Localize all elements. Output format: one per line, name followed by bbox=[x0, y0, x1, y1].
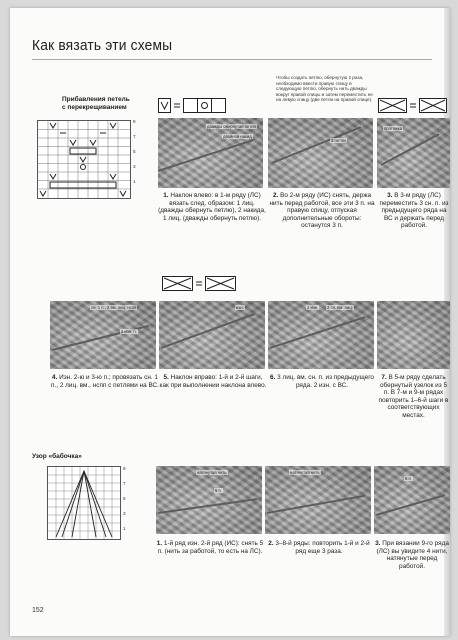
section1-heading-line2: с перекрещиванием bbox=[62, 104, 127, 111]
photo-label: 3 сн. вм. лиц. bbox=[327, 305, 353, 310]
photo-label: 2 изн. п. bbox=[121, 329, 137, 334]
photo-label: изн. bbox=[236, 305, 244, 310]
photo-label: 5 п. bbox=[215, 488, 222, 493]
step4-photo bbox=[50, 301, 156, 369]
step7-caption: 7. В 5-м ряду сделать обернутый узелок из 5 п. В 7-м и 9-м рядах повторить 1–6-й шаги в соответствующих местах. bbox=[378, 374, 449, 419]
section1-heading-line1: Прибавления петель bbox=[62, 96, 130, 103]
increase-chart bbox=[37, 120, 131, 199]
step6-photo bbox=[268, 301, 374, 369]
step2-caption: 2. Во 2-м ряду (ИС) снять, держа нить перед работой, все эти 3 п. на правую спицу, отпуская дополнительные обороты: останутся 3 п. bbox=[269, 192, 375, 230]
step3-caption: 3. В 3-м ряду (ЛС) переместить 3 сн. п. из предыдущего ряда на ВС и держать перед работой. bbox=[379, 192, 449, 230]
page-title: Как вязать эти схемы bbox=[32, 37, 173, 54]
step1-photo bbox=[158, 118, 263, 188]
step4-caption: 4. Изн. 2-ю и 3-ю п.; провязать сн. 1 п., 2 лиц. вм., нспп с петлями на ВС. bbox=[51, 374, 159, 389]
title-rule bbox=[32, 59, 432, 60]
chart1-row-numbers bbox=[133, 119, 143, 194]
chart2-row-numbers bbox=[123, 466, 133, 541]
step1-caption: 1. Наклон влево: в 1-м ряду (ЛС) вязать след. образом: 1 лиц. (дважды обернуть петлю), 2 накида, 1 лиц. (дважды обернуть петлю). bbox=[158, 192, 266, 222]
photo-label: натянутая нить bbox=[290, 470, 320, 475]
photo-label: дважды обернутая петля bbox=[207, 124, 256, 129]
photo-label: 2 изн. bbox=[307, 305, 319, 310]
page-number: 152 bbox=[32, 607, 44, 614]
step7-photo bbox=[377, 301, 450, 369]
row-number: 9 bbox=[133, 119, 136, 124]
photo-label: натянутая нить bbox=[197, 470, 227, 475]
step5-caption: 5. Наклон вправо: 1-й и 2-й шаги, как при выполнении наклона влево. bbox=[159, 374, 267, 389]
photo-label: сн. 1 п., 2 вм. лиц, нспп bbox=[91, 305, 137, 310]
section3-heading: Узор «бабочка» bbox=[32, 453, 82, 460]
butterfly-step1-caption: 1. 1-й ряд изн. 2-й ряд (ИС): снять 5 п. (нить за работой, то есть на ЛС). bbox=[156, 540, 264, 555]
row-number: 7 bbox=[123, 481, 126, 486]
butterfly-step3-photo bbox=[374, 466, 450, 534]
butterfly-step2-photo bbox=[265, 466, 371, 534]
row-number: 3 bbox=[133, 164, 136, 169]
row-number: 1 bbox=[123, 526, 126, 531]
photo-label: двойной накид bbox=[223, 134, 252, 139]
row-number: 7 bbox=[133, 134, 136, 139]
row-number: 9 bbox=[123, 466, 126, 471]
butterfly-step3-caption: 3. При вязании 9-го ряда (ЛС) вы увидите 4 нити, натянутые перед работой. bbox=[375, 540, 449, 570]
row-number: 1 bbox=[133, 179, 136, 184]
photo-label: 5 п. bbox=[405, 476, 412, 481]
book-page bbox=[10, 8, 450, 636]
butterfly-step1-photo bbox=[156, 466, 262, 534]
step5-photo bbox=[159, 301, 265, 369]
butterfly-step2-caption: 2. 3–8-й ряды: повторить 1-й и 2-й ряд еще 3 раза. bbox=[268, 540, 370, 555]
row-number: 5 bbox=[123, 496, 126, 501]
step6-caption: 6. 3 лиц. вм. сн. п. из предыдущего ряда. 2 изн. с ВС. bbox=[270, 374, 374, 389]
photo-label: 3 петли bbox=[331, 138, 346, 143]
symbol-equation-2 bbox=[378, 98, 448, 119]
wrap-note: Чтобы создать петлю, обернутую 2 раза, необходимо ввести правую спицу в следующую петлю, обернуть нить дважды вокруг правой спицы и затем переместить ее на левую спицу (две петли на правой спице). bbox=[276, 75, 373, 103]
photo-label: протяжка bbox=[384, 126, 403, 131]
step2-photo bbox=[268, 118, 373, 188]
symbol-equation-1 bbox=[158, 98, 228, 119]
symbol-equation-3 bbox=[162, 276, 238, 297]
row-number: 5 bbox=[133, 149, 136, 154]
butterfly-chart bbox=[47, 466, 121, 540]
row-number: 3 bbox=[123, 511, 126, 516]
step3-photo bbox=[377, 118, 450, 188]
section1-heading bbox=[62, 96, 162, 112]
